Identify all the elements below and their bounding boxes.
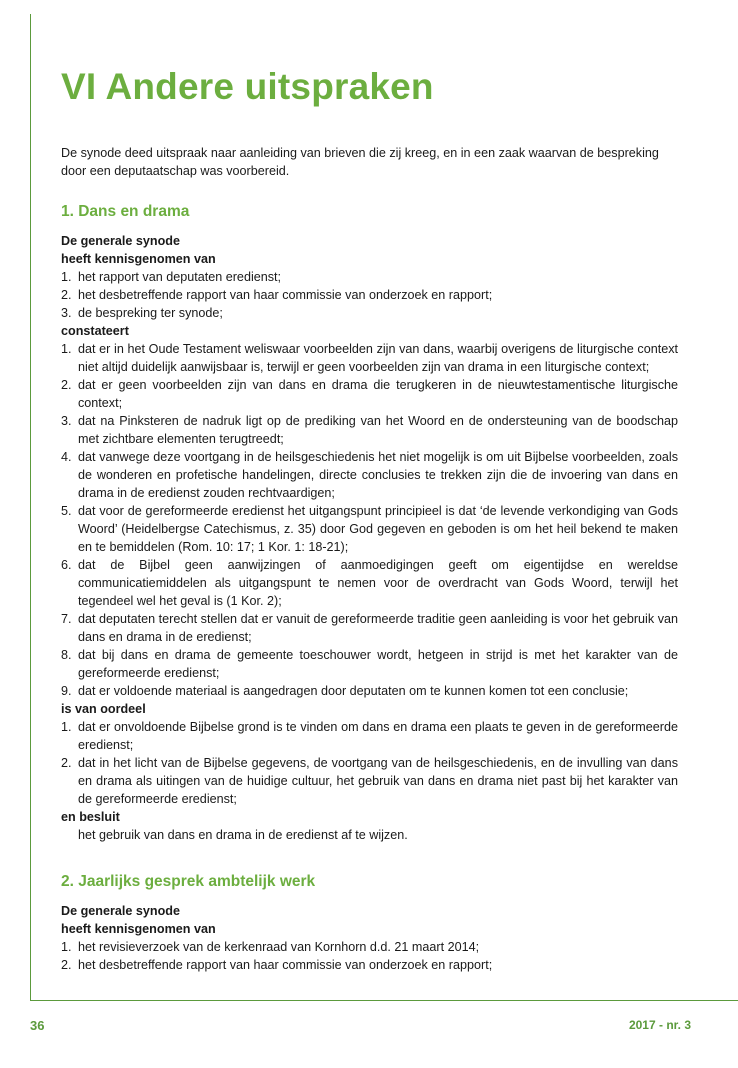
item-text: het desbetreffende rapport van haar commissie van onderzoek en rapport; <box>78 958 493 972</box>
list-item <box>61 646 678 682</box>
item-text: dat in het licht van de Bijbelse gegevens, de voortgang van de heilsgeschiedenis, en de invulling van dans en drama als uitingen van de huidige cultuur, het gebruik van dans en drama niet past bij het karakter van de gereformeerde eredienst; <box>78 756 678 806</box>
item-text: dat voor de gereformeerde eredienst het uitgangspunt principieel is dat ‘de levende verkondiging van Gods Woord’ (Heidelbergse Catechismus, z. 35) door God gegeven en geboden is om het heil bekend te maken en te bemiddelen (Rom. 10: 17; 1 Kor. 1: 18-21); <box>78 504 678 554</box>
item-number: 9. <box>61 684 72 698</box>
oordeel-list <box>61 718 678 808</box>
item-number: 4. <box>61 450 72 464</box>
item-text: dat vanwege deze voortgang in de heilsgeschiedenis het niet mogelijk is om uit Bijbelse voorbeelden, zoals de wonderen en profetische handelingen, directe conclusies te trekken zijn die de invoering van dans en drama in de eredienst zouden rechtvaardigen; <box>78 450 678 500</box>
list-item <box>61 956 678 974</box>
list-item <box>61 448 678 502</box>
item-number: 6. <box>61 558 72 572</box>
issue-label: 2017 - nr. 3 <box>628 1018 691 1032</box>
section-title: 1. Dans en drama <box>61 203 190 220</box>
list-item <box>61 376 678 412</box>
left-margin-rule <box>30 14 31 1001</box>
oordeel-label: is van oordeel <box>61 702 146 716</box>
item-number: 3. <box>61 306 72 320</box>
kennisgenomen-label: heeft kennisgenomen van <box>61 922 216 936</box>
item-number: 7. <box>61 612 72 626</box>
page-title: VI Andere uitspraken <box>61 66 434 107</box>
item-text: dat er onvoldoende Bijbelse grond is te vinden om dans en drama een plaats te geven in de gereformeerde eredienst; <box>78 720 678 752</box>
constateert-label: constateert <box>61 324 129 338</box>
list-item <box>61 412 678 448</box>
page-number: 36 <box>30 1018 45 1033</box>
item-number: 1. <box>61 720 72 734</box>
subject-label: De generale synode <box>61 904 180 918</box>
item-number: 2. <box>61 288 72 302</box>
kennisgenomen-list <box>61 268 678 322</box>
footer-rule <box>30 1000 738 1001</box>
list-item <box>61 682 678 700</box>
item-text: het desbetreffende rapport van haar commissie van onderzoek en rapport; <box>78 288 493 302</box>
item-text: dat na Pinksteren de nadruk ligt op de prediking van het Woord en de ondersteuning van de boodschap met zichtbare elementen terugtreedt; <box>78 414 678 446</box>
list-item <box>61 754 678 808</box>
subject-label: De generale synode <box>61 234 180 248</box>
item-text: het rapport van deputaten eredienst; <box>78 270 282 284</box>
item-text: dat er voldoende materiaal is aangedragen door deputaten om te kunnen komen tot een conclusie; <box>78 684 629 698</box>
item-text: dat er geen voorbeelden zijn van dans en drama die terugkeren in de nieuwtestamentische liturgische context; <box>78 378 678 410</box>
item-number: 2. <box>61 756 72 770</box>
item-number: 1. <box>61 940 72 954</box>
constateert-list <box>61 340 678 700</box>
list-item <box>61 286 678 304</box>
item-text: de bespreking ter synode; <box>78 306 223 320</box>
item-number: 5. <box>61 504 72 518</box>
list-item <box>61 268 678 286</box>
item-number: 8. <box>61 648 72 662</box>
list-item <box>61 556 678 610</box>
section-dans-en-drama <box>61 203 678 844</box>
kennisgenomen-list <box>61 938 678 974</box>
intro-paragraph: De synode deed uitspraak naar aanleiding van brieven die zij kreeg, en in een zaak waarvan de bespreking door een deputaatschap was voorbereid. <box>61 146 659 178</box>
item-number: 1. <box>61 270 72 284</box>
item-text: dat de Bijbel geen aanwijzingen of aanmoedigingen geeft om eigentijdse en wereldse communicatiemiddelen als uitgangspunt te nemen voor de overdracht van Gods Woord, terwijl het tegendeel wel het geval is (1 Kor. 2); <box>78 558 678 608</box>
kennisgenomen-label: heeft kennisgenomen van <box>61 252 216 266</box>
list-item <box>61 340 678 376</box>
list-item <box>61 304 678 322</box>
item-number: 2. <box>61 958 72 972</box>
section-jaarlijks-gesprek <box>61 873 678 974</box>
list-item <box>61 718 678 754</box>
item-number: 3. <box>61 414 72 428</box>
list-item <box>61 610 678 646</box>
item-text: dat bij dans en drama de gemeente toeschouwer wordt, hetgeen in strijd is met het karakter van de gereformeerde eredienst; <box>78 648 678 680</box>
item-text: het revisieverzoek van de kerkenraad van Kornhorn d.d. 21 maart 2014; <box>78 940 480 954</box>
item-number: 2. <box>61 378 72 392</box>
besluit-text: het gebruik van dans en drama in de eredienst af te wijzen. <box>78 828 408 842</box>
item-text: dat er in het Oude Testament weliswaar voorbeelden zijn van dans, waarbij overigens de liturgische context niet altijd duidelijk aanwijsbaar is, terwijl er geen voorbeelden zijn van drama in een liturgische context; <box>78 342 678 374</box>
item-text: dat deputaten terecht stellen dat er vanuit de gereformeerde traditie geen aanleiding is voor het gebruik van dans en drama in de eredienst; <box>78 612 678 644</box>
list-item <box>61 938 678 956</box>
list-item <box>61 502 678 556</box>
besluit-label: en besluit <box>61 810 120 824</box>
item-number: 1. <box>61 342 72 356</box>
section-title: 2. Jaarlijks gesprek ambtelijk werk <box>61 873 316 890</box>
